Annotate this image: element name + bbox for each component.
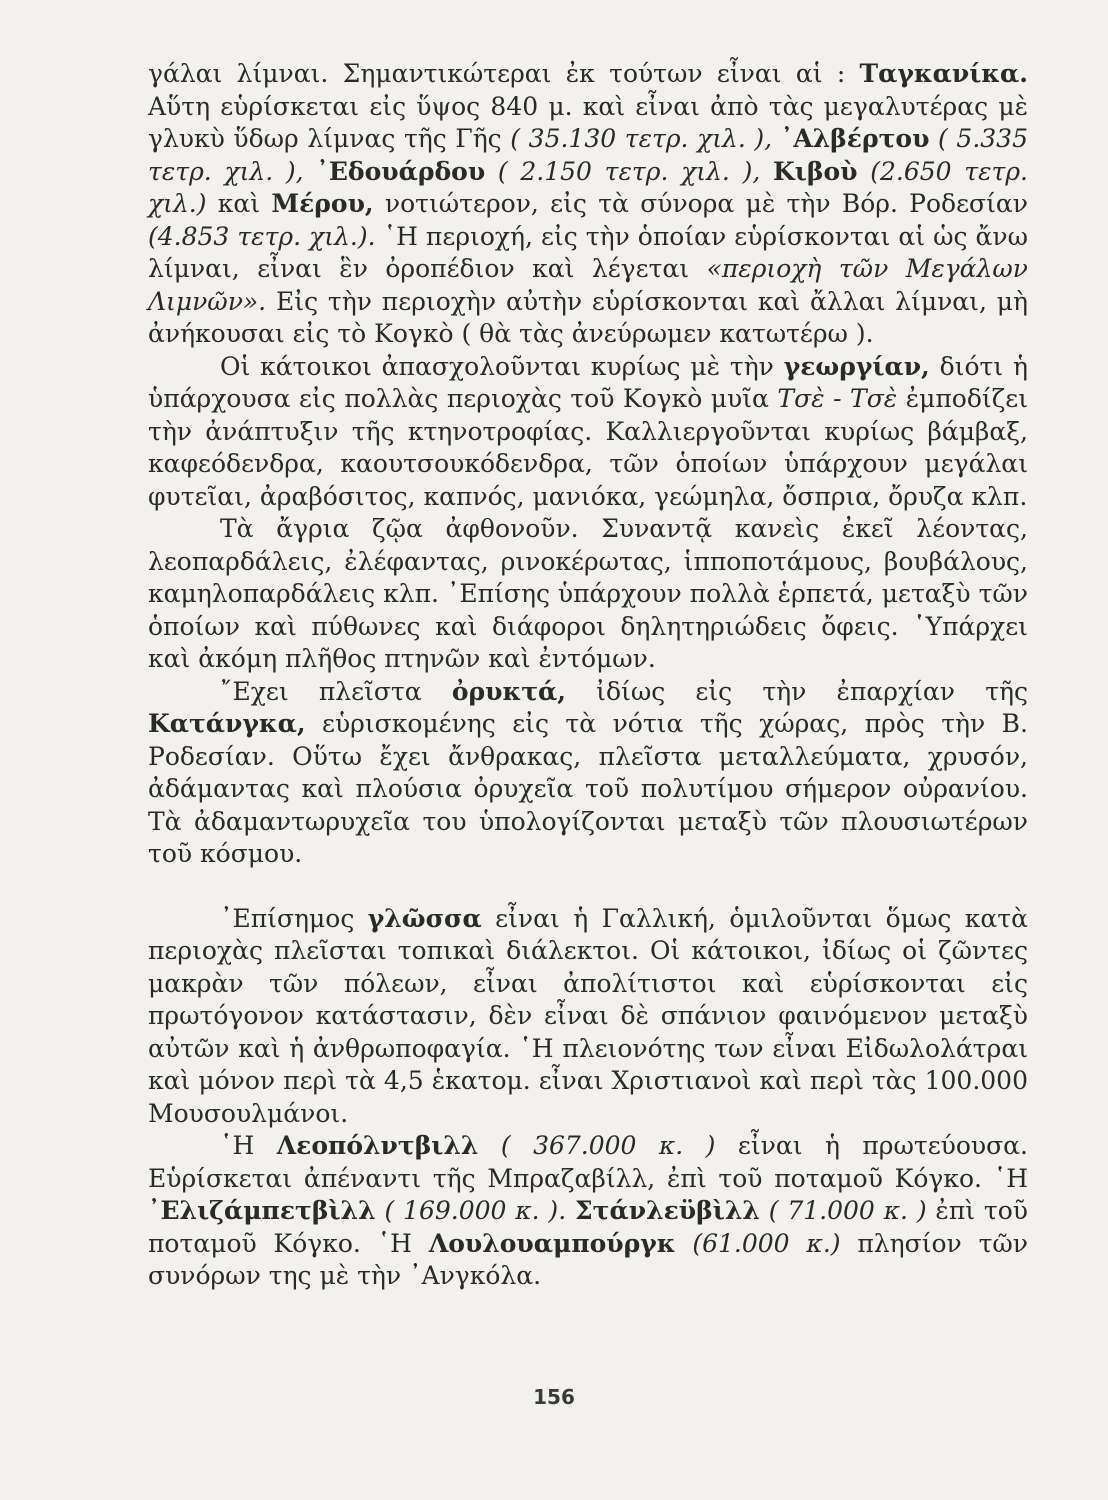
page-body bbox=[148, 58, 1028, 1293]
text-run: ἐπὶ τοῦ ποταμοῦ Κόγκο. ῾Η bbox=[148, 1196, 1028, 1258]
bold-term: Ταγκανίκα. bbox=[859, 59, 1028, 88]
text-run: Τὰ ἄγρια ζῷα ἀφθονοῦν. Συναντᾷ κανεὶς ἐκεῖ λέοντας, λεοπαρδάλεις, ἐλέφαντας, ρινοκέρωτας, ἱπποποτάμους, βουβάλους, καμηλοπαρδάλεις κλπ. ᾿Επίσης ὑπάρχουν πολλὰ ἑρπετά, μεταξὺ τῶν ὁποίων καὶ πύθωνες καὶ διάφοροι δηλητηριώδεις ὄφεις. ῾Υπάρχει καὶ ἀκόμη πλῆθος πτηνῶν καὶ ἐντόμων. bbox=[148, 514, 1028, 673]
text-run: εἶναι ἡ Γαλλική, ὁμιλοῦνται ὅμως κατὰ περιοχὰς πλεῖσται τοπικαὶ διάλεκτοι. Οἱ κάτοικοι, ἰδίως οἱ ζῶντες μακρὰν τῶν πόλεων, εἶναι ἀπολίτιστοι καὶ εὑρίσκονται εἰς πρωτόγονον κατάστασιν, δὲν εἶναι δὲ σπάνιον φαινόμενον μεταξὺ αὐτῶν καὶ ἡ ἀνθρωποφαγία. ῾Η πλειονότης των εἶναι Εἰδωλολάτραι καὶ μόνον περὶ τὰ 4,5 ἑκατομ. εἶναι Χριστιανοὶ καὶ περὶ τὰς 100.000 Μουσουλμάνοι. bbox=[148, 903, 1028, 1128]
italic-figure: ( 5.335 τετρ. χιλ. ), bbox=[148, 124, 1028, 186]
text-run bbox=[676, 1229, 693, 1258]
bold-term: ᾿Εδουάρδου bbox=[316, 156, 486, 186]
paragraph-lakes bbox=[148, 58, 1028, 351]
text-run: ἐμποδίζει τὴν ἀνάπτυξιν τῆς κτηνοτροφίας. Καλλιεργοῦνται κυρίως βάμβαξ, καφεόδενδρα, καουτσουκόδενδρα, τῶν ὁποίων ὑπάρχουν μεγάλαι φυτεῖαι, ἀραβόσιτος, καπνός, μανιόκα, γεώμηλα, ὄσπρια, ὄρυζα κλπ. bbox=[148, 384, 1029, 511]
paragraph-wildlife bbox=[148, 513, 1028, 676]
paragraph-cities bbox=[148, 1130, 1028, 1293]
bold-term: Μέρου, bbox=[271, 189, 374, 218]
bold-term: Λουλουαμπούργκ bbox=[428, 1228, 676, 1258]
text-run: ἰδίως εἰς τὴν ἐπαρχίαν τῆς bbox=[566, 676, 1028, 706]
bold-term: Λεοπόλντβιλλ bbox=[276, 1131, 479, 1160]
text-run bbox=[858, 157, 871, 186]
text-run bbox=[760, 157, 773, 186]
text-run: Αὕτη εὑρίσκεται εἰς ὕψος 840 μ. καὶ εἶναι ἀπὸ τὰς μεγαλυτέρας μὲ γλυκὺ ὕδωρ λίμνας τῆς Γῆς bbox=[148, 91, 1028, 153]
text-run bbox=[760, 1196, 769, 1225]
bold-term: Στάνλεϋβὶλλ bbox=[574, 1196, 760, 1225]
italic-figure: ( 169.000 κ. ). bbox=[384, 1196, 567, 1225]
text-run: ῎Εχει πλεῖστα bbox=[220, 676, 452, 706]
italic-figure: (4.853 τετρ. χιλ.). bbox=[148, 221, 376, 251]
italic-term: Τσὲ - Τσὲ bbox=[777, 384, 898, 413]
text-run bbox=[485, 157, 498, 186]
text-run bbox=[304, 157, 317, 186]
italic-figure: ( 71.000 κ. ) bbox=[768, 1196, 927, 1225]
bold-term: ᾿Ελιζάμπετβὶλλ bbox=[148, 1196, 376, 1225]
text-run: γάλαι λίμναι. Σημαντικώτεραι ἐκ τούτων εἶναι αἱ : bbox=[148, 59, 860, 88]
italic-figure: (61.000 κ.) bbox=[692, 1228, 841, 1258]
text-run: ᾿Επίσημος bbox=[220, 903, 368, 933]
bold-term: ᾿Αλβέρτου bbox=[780, 124, 930, 153]
paragraph-minerals bbox=[148, 676, 1028, 871]
text-run: Εἰς τὴν περιοχὴν αὐτὴν εὑρίσκονται καὶ ἄλλαι λίμναι, μὴ ἀνήκουσαι εἰς τὸ Κογκὸ ( θὰ τὰς ἀνεύρωμεν κατωτέρω ). bbox=[148, 286, 1028, 348]
text-run bbox=[772, 124, 781, 153]
page-number: 156 bbox=[533, 1385, 575, 1409]
bold-term: Κιβοὺ bbox=[773, 156, 858, 186]
text-run: Οἱ κάτοικοι ἀπασχολοῦνται κυρίως μὲ τὴν bbox=[220, 351, 784, 381]
text-run: ῾Η περιοχή, εἰς τὴν ὁποίαν εὑρίσκονται αἱ ὡς ἄνω λίμναι, εἶναι ἓν ὀροπέδιον καὶ λέγεται bbox=[148, 221, 1028, 283]
text-run: εἶναι ἡ πρωτεύουσα. Εὑρίσκεται ἀπέναντι τῆς Μπραζαβίλλ, ἐπὶ τοῦ ποταμοῦ Κόγκο. ῾Η bbox=[148, 1131, 1028, 1193]
paragraph-language bbox=[148, 903, 1028, 1131]
text-run: διότι ἡ ὑπάρχουσα εἰς πολλὰς περιοχὰς τοῦ Κογκὸ μυῖα bbox=[148, 351, 1028, 413]
italic-figure: ( 2.150 τετρ. χιλ. ), bbox=[497, 156, 761, 186]
bold-term: γεωργίαν, bbox=[783, 351, 930, 381]
text-run: καὶ bbox=[206, 189, 272, 218]
text-run bbox=[929, 124, 938, 153]
text-run bbox=[566, 1196, 575, 1225]
italic-figure: (2.650 τετρ. χιλ.) bbox=[148, 156, 1029, 218]
italic-figure: ( 367.000 κ. ) bbox=[500, 1131, 716, 1160]
bold-term: γλῶσσα bbox=[367, 903, 482, 933]
text-run bbox=[478, 1131, 500, 1160]
text-run: πλησίον τῶν συνόρων της μὲ τὴν ᾿Ανγκόλα. bbox=[148, 1228, 1028, 1290]
bold-term: ὀρυκτά, bbox=[451, 676, 566, 706]
bold-term: Κατάνγκα, bbox=[148, 709, 306, 738]
text-run: εὑρισκομένης εἰς τὰ νότια τῆς χώρας, πρὸς τὴν Β. Ροδεσίαν. Οὕτω ἔχει ἄνθρακας, πλεῖστα μεταλλεύματα, χρυσόν, ἀδάμαντας καὶ πλούσια ὀρυχεῖα τοῦ πολυτίμου σήμερον οὐρανίου. Τὰ ἀδαμαντωρυχεῖα του ὑπολογίζονται μεταξὺ τῶν πλουσιωτέρων τοῦ κόσμου. bbox=[148, 709, 1028, 868]
italic-quote: «περιοχὴ τῶν Μεγάλων Λιμνῶν». bbox=[148, 254, 1028, 316]
text-run: ῾Η bbox=[220, 1131, 277, 1160]
paragraph-agriculture bbox=[148, 351, 1028, 514]
italic-figure: ( 35.130 τετρ. χιλ. ), bbox=[510, 124, 773, 153]
text-run: νοτιώτερον, εἰς τὰ σύνορα μὲ τὴν Βόρ. Ροδεσίαν bbox=[373, 189, 1028, 218]
